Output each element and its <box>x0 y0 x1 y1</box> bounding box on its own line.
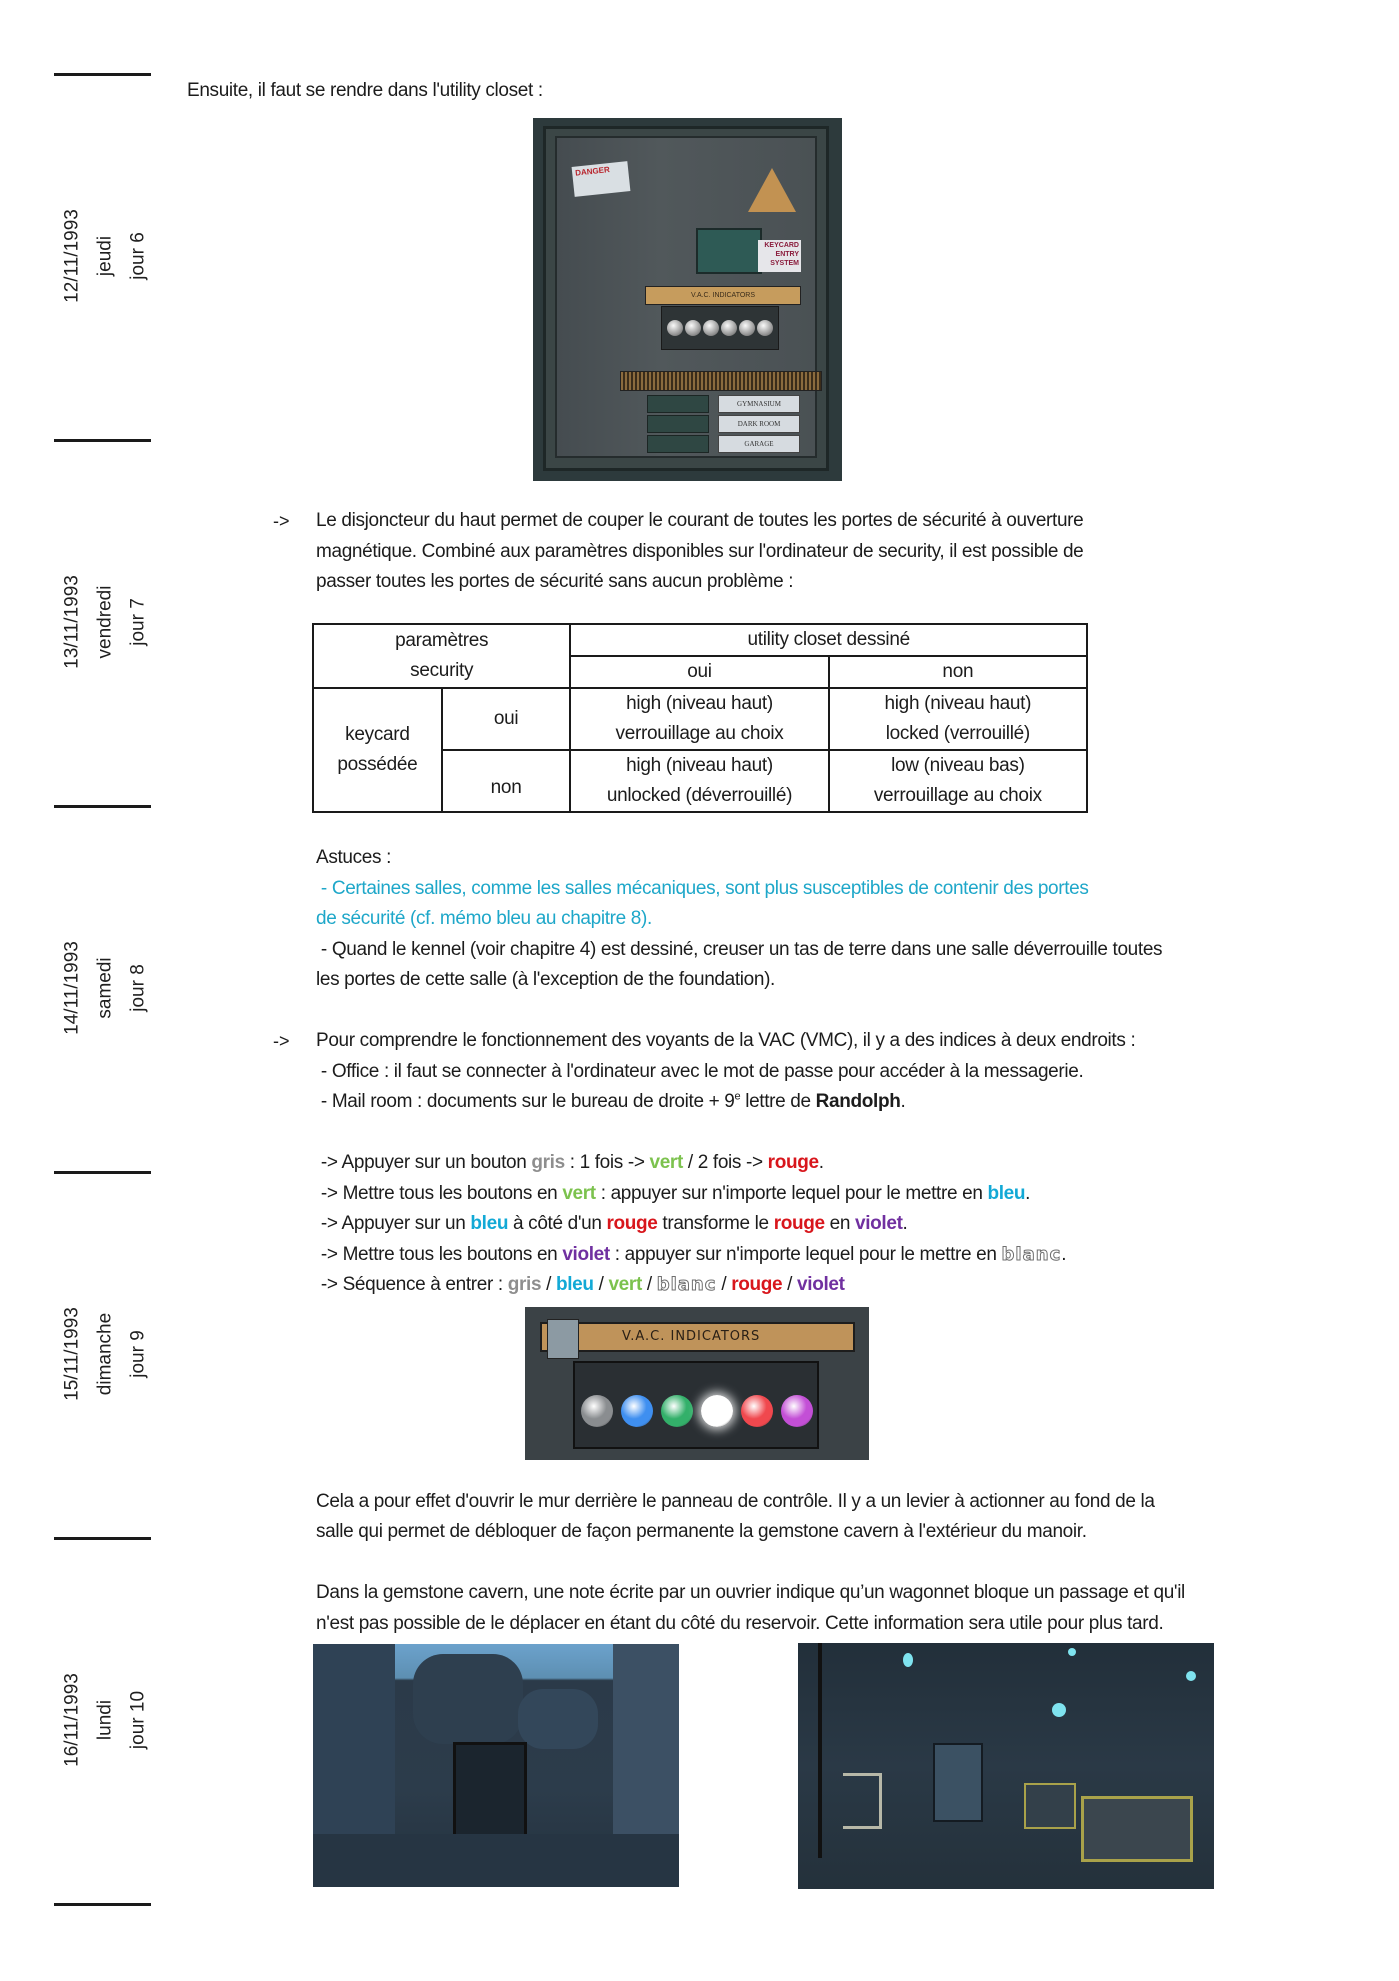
cell-line: locked (verrouillé) <box>885 723 1030 744</box>
room-switch <box>647 415 709 433</box>
vac-intro: Pour comprendre le fonctionnement des voyants de la VAC (VMC), il y a des indices à deux endroits : <box>316 1030 1136 1051</box>
day-weekday: jeudi <box>94 235 116 277</box>
timeline-divider <box>54 1171 151 1174</box>
cell-line: verrouillage au choix <box>615 723 784 744</box>
table-corner-header <box>313 624 570 688</box>
rule-text: -> Mettre tous les boutons en <box>316 1244 563 1265</box>
minecart <box>1024 1783 1076 1829</box>
color-word-rouge: rouge <box>606 1213 658 1234</box>
day-date: 16/11/1993 <box>61 1673 83 1767</box>
day-weekday: lundi <box>94 1699 116 1741</box>
bulb-icon <box>721 320 737 336</box>
minecart <box>1081 1796 1193 1862</box>
day-weekday: samedi <box>94 957 116 1019</box>
room-label: DARK ROOM <box>718 415 800 433</box>
mail-ordinal: e <box>734 1090 741 1103</box>
rule-text: transforme le <box>657 1213 774 1234</box>
rule-text: -> Séquence à entrer : <box>316 1274 508 1295</box>
day-date: 12/11/1993 <box>61 209 83 303</box>
table-row-group-header <box>313 688 442 812</box>
table-cell <box>829 750 1087 812</box>
cavern-line: n'est pas possible de le déplacer en étant du côté du reservoir. Cette information sera utile pour plus tard. <box>316 1613 1164 1634</box>
outcome-line: salle qui permet de débloquer de façon permanente la gemstone cavern à l'extérieur du manoir. <box>316 1521 1087 1542</box>
corner-line: paramètres <box>395 630 489 651</box>
mail-text: - Mail room : documents sur le bureau de droite + 9 <box>316 1091 735 1112</box>
crystal-light <box>903 1653 913 1667</box>
room-switch <box>647 395 709 413</box>
tip-line: de sécurité (cf. mémo bleu au chapitre 8). <box>316 908 652 929</box>
utility-closet-panel-image <box>533 118 842 481</box>
color-word-rouge: rouge <box>731 1274 783 1295</box>
vac-rule <box>316 1209 907 1240</box>
mail-name: Randolph <box>815 1091 901 1112</box>
tips-title: Astuces : <box>316 847 391 868</box>
keycard-breaker <box>696 228 762 274</box>
bulb-icon <box>757 320 773 336</box>
color-word-bleu: bleu <box>987 1183 1026 1204</box>
room-label: GARAGE <box>718 435 800 453</box>
row-group-line: keycard <box>345 724 410 745</box>
color-word-vert: vert <box>608 1274 642 1295</box>
danger-sticker: DANGER <box>572 161 631 197</box>
rule-text: -> Appuyer sur un bouton <box>316 1152 532 1173</box>
rule-text: . <box>1025 1183 1031 1204</box>
color-word-vert: vert <box>562 1183 596 1204</box>
vac-rule <box>316 1148 824 1179</box>
table-column-header: oui <box>570 656 828 688</box>
table-column-header: non <box>829 656 1087 688</box>
label-clip <box>547 1319 579 1359</box>
vac-bulbs <box>661 306 779 350</box>
color-word-bleu: bleu <box>556 1274 594 1295</box>
row-group-line: possédée <box>337 754 418 775</box>
rule-text: / 2 fois -> <box>682 1152 768 1173</box>
intro-text: Ensuite, il faut se rendre dans l'utility closet : <box>187 80 543 101</box>
color-word-blanc: blanc <box>656 1274 717 1295</box>
day-number: jour 10 <box>127 1690 149 1750</box>
indicator-light <box>741 1395 773 1427</box>
color-word-bleu: bleu <box>470 1213 509 1234</box>
timeline-day <box>50 1244 160 1464</box>
timeline-day <box>50 878 160 1098</box>
cell-line: high (niveau haut) <box>626 693 773 714</box>
color-word-rouge: rouge <box>767 1152 819 1173</box>
day-number: jour 9 <box>127 1330 149 1378</box>
table-cell <box>829 688 1087 750</box>
mail-text: lettre de <box>740 1091 816 1112</box>
rule-text: . <box>818 1152 824 1173</box>
breaker-line: passer toutes les portes de sécurité sans aucun problème : <box>316 571 794 592</box>
day-number: jour 6 <box>127 232 149 280</box>
rule-text: : appuyer sur n'importe lequel pour le mettre en <box>609 1244 1002 1265</box>
rule-text: à côté d'un <box>508 1213 607 1234</box>
rock <box>413 1654 523 1744</box>
table-cell <box>570 688 828 750</box>
color-word-violet: violet <box>855 1213 903 1234</box>
day-number: jour 7 <box>127 598 149 646</box>
indicator-light <box>581 1395 613 1427</box>
vac-hint-office: - Office : il faut se connecter à l'ordinateur avec le mot de passe pour accéder à la messagerie. <box>316 1061 1084 1082</box>
doorway <box>933 1743 983 1822</box>
breaker-line: magnétique. Combiné aux paramètres disponibles sur l'ordinateur de security, il est possible de <box>316 541 1084 562</box>
cell-line: high (niveau haut) <box>884 693 1032 714</box>
tip-line: les portes de cette salle (à l'exception de the foundation). <box>316 969 775 990</box>
crystal-light <box>1052 1703 1066 1717</box>
separator: / <box>641 1274 657 1295</box>
cell-line: high (niveau haut) <box>626 755 773 776</box>
corner-line: security <box>410 660 474 681</box>
separator: / <box>541 1274 556 1295</box>
color-word-vert: vert <box>649 1152 683 1173</box>
timeline-day <box>50 146 160 366</box>
indicator-light <box>621 1395 653 1427</box>
color-word-violet: violet <box>562 1244 610 1265</box>
timeline-day <box>50 1610 160 1830</box>
table-column-group-header: utility closet dessiné <box>570 624 1087 656</box>
vac-sequence <box>316 1270 845 1301</box>
breaker-line: Le disjoncteur du haut permet de couper le courant de toutes les portes de sécurité à ouverture <box>316 510 1084 531</box>
color-word-blanc: blanc <box>1001 1244 1062 1265</box>
breaker-comb <box>620 371 822 391</box>
indicator-light <box>701 1395 733 1427</box>
cavern-entrance-image <box>313 1644 679 1887</box>
bulb-icon <box>703 320 719 336</box>
high-voltage-warning-icon <box>748 168 796 212</box>
separator: / <box>716 1274 732 1295</box>
rule-text: . <box>1061 1244 1067 1265</box>
crystal-light <box>1186 1671 1196 1681</box>
day-weekday: dimanche <box>94 1312 116 1396</box>
table-row-header: non <box>442 750 571 812</box>
day-weekday: vendredi <box>94 585 116 659</box>
day-date: 13/11/1993 <box>61 575 83 669</box>
bulb-icon <box>739 320 755 336</box>
timeline-divider <box>54 805 151 808</box>
table-cell <box>570 750 828 812</box>
outcome-line: Cela a pour effet d'ouvrir le mur derrière le panneau de contrôle. Il y a un levier à actionner au fond de la <box>316 1491 1155 1512</box>
mail-text: . <box>900 1091 906 1112</box>
security-door-table <box>312 623 1088 813</box>
rule-text: -> Appuyer sur un <box>316 1213 471 1234</box>
timeline-divider <box>54 439 151 442</box>
color-word-gris: gris <box>531 1152 565 1173</box>
bulb-icon <box>685 320 701 336</box>
rock <box>518 1689 598 1749</box>
cavern-interior-image <box>798 1643 1214 1889</box>
color-word-rouge: rouge <box>773 1213 825 1234</box>
bullet-arrow: -> <box>273 511 290 531</box>
pole <box>818 1643 822 1858</box>
pipe <box>843 1773 882 1829</box>
table-row-header: oui <box>442 688 571 750</box>
day-number: jour 8 <box>127 964 149 1012</box>
keycard-label: KEYCARD ENTRY SYSTEM <box>758 240 801 272</box>
vac-indicators-image <box>525 1307 869 1460</box>
timeline-divider <box>54 73 151 76</box>
vac-rule <box>316 1240 1066 1271</box>
ground <box>313 1834 679 1887</box>
rule-text: . <box>902 1213 908 1234</box>
cell-line: verrouillage au choix <box>873 785 1042 806</box>
rule-text: : appuyer sur n'importe lequel pour le mettre en <box>595 1183 988 1204</box>
room-label: GYMNASIUM <box>718 395 800 413</box>
timeline-divider <box>54 1537 151 1540</box>
crystal-light <box>1068 1648 1076 1656</box>
bulb-icon <box>667 320 683 336</box>
mine-entrance <box>453 1742 527 1843</box>
timeline-divider <box>54 1903 151 1906</box>
indicator-light <box>661 1395 693 1427</box>
cell-line: unlocked (déverrouillé) <box>606 785 793 806</box>
room-switch <box>647 435 709 453</box>
color-word-violet: violet <box>797 1274 845 1295</box>
day-date: 14/11/1993 <box>61 941 83 1035</box>
tip-line: - Quand le kennel (voir chapitre 4) est dessiné, creuser un tas de terre dans une salle déverrouille toutes <box>316 939 1163 960</box>
tip-line: - Certaines salles, comme les salles mécaniques, sont plus susceptibles de contenir des portes <box>316 878 1089 899</box>
separator: / <box>782 1274 798 1295</box>
rule-text: en <box>824 1213 856 1234</box>
color-word-gris: gris <box>507 1274 542 1295</box>
indicator-light <box>781 1395 813 1427</box>
rule-text: : 1 fois -> <box>564 1152 650 1173</box>
timeline-day <box>50 512 160 732</box>
rule-text: -> Mettre tous les boutons en <box>316 1183 563 1204</box>
vac-indicators-label: V.A.C. INDICATORS <box>645 286 801 305</box>
vac-rule <box>316 1179 1030 1210</box>
bullet-arrow: -> <box>273 1031 290 1051</box>
cell-line: low (niveau bas) <box>891 755 1025 776</box>
vac-label-strip: V.A.C. INDICATORS <box>540 1322 855 1352</box>
day-date: 15/11/1993 <box>61 1307 83 1401</box>
cavern-line: Dans la gemstone cavern, une note écrite par un ouvrier indique qu’un wagonnet bloque un passage et qu'il <box>316 1582 1185 1603</box>
vac-hint-mailroom <box>316 1087 905 1118</box>
separator: / <box>593 1274 609 1295</box>
